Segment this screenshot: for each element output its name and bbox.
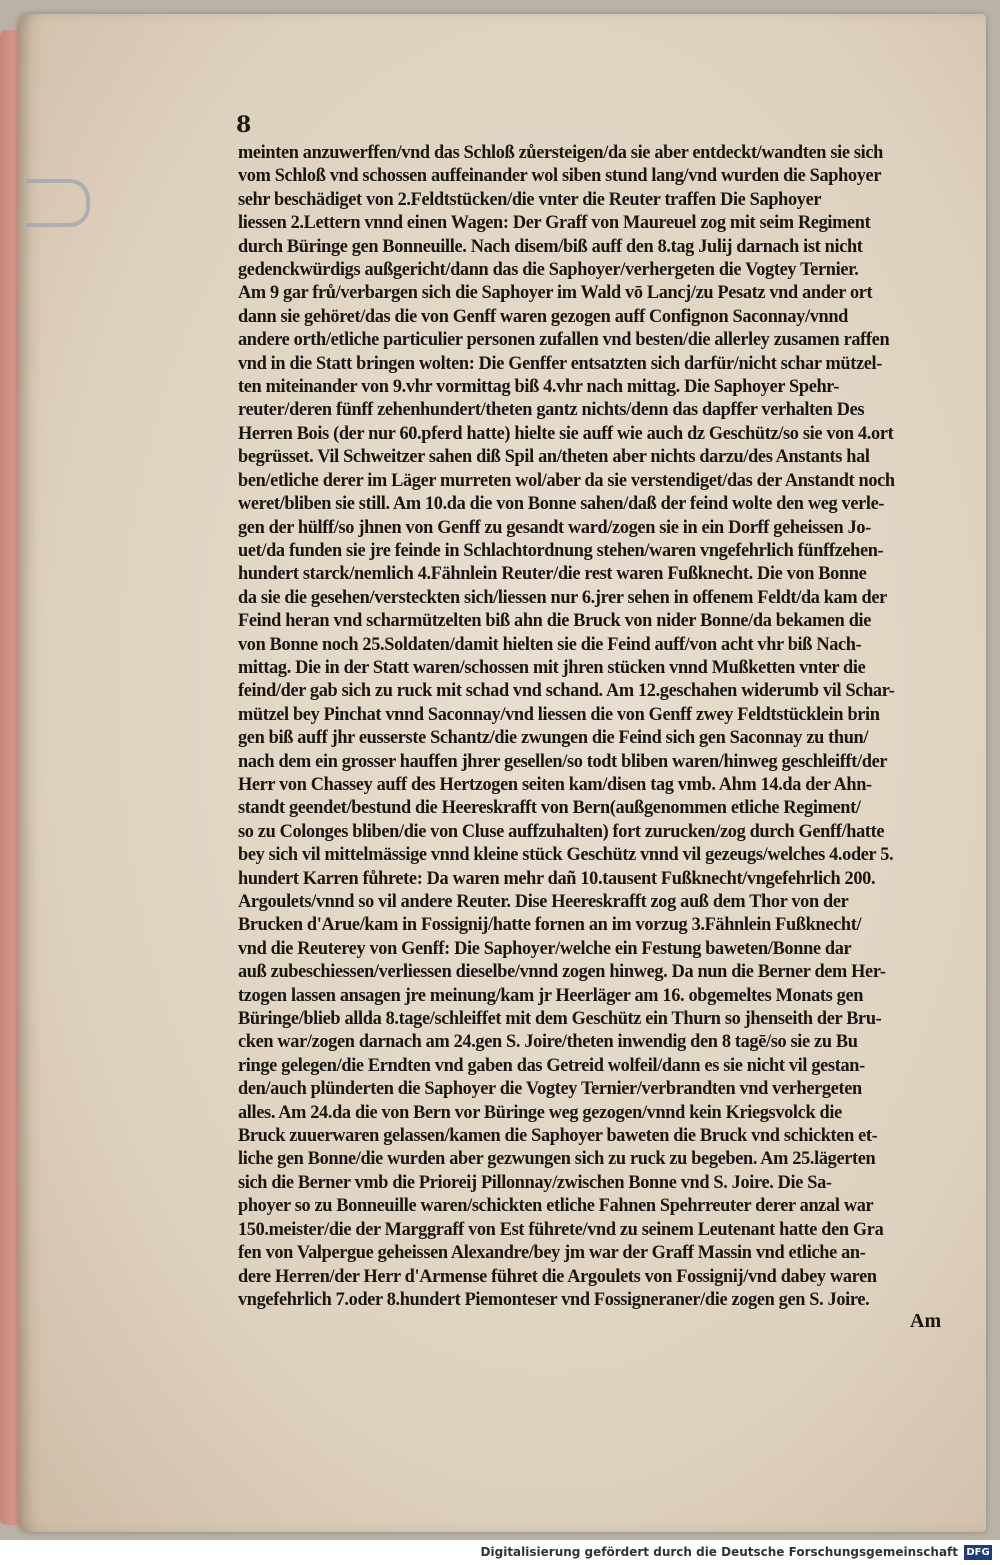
text-line: Argoulets/vnnd so vil andere Reuter. Dise Heereskrafft zog auß dem Thor von der <box>238 892 849 912</box>
text-line: gedenckwürdigs außgericht/dann das die Saphoyer/verhergeten die Vogtey Ternier. <box>238 260 859 281</box>
text-line: cken war/zogen darnach am 24.gen S. Joire/theten inwendig den 8 tagē/so sie zu Bu <box>238 1032 858 1053</box>
text-line: nach dem ein grosser hauffen jhrer gesellen/so todt bliben waren/hinweg geschleifft/der <box>238 751 888 772</box>
footer-bar <box>0 1540 1000 1565</box>
text-line: hundert starck/nemlich 4.Fähnlein Reuter/die rest waren Fußknecht. Die von Bonne <box>238 564 867 585</box>
funding-credit: Digitalisierung gefördert durch die Deutsche Forschungsgemeinschaft <box>480 1545 958 1559</box>
text-line: mützel bey Pinchat vnnd Saconnay/vnd liessen die von Genff zwey Feldtstücklein brin <box>238 704 880 725</box>
text-line: gen der hülff/so jhnen von Genff zu gesandt ward/zogen sie in ein Dorff geheissen Jo- <box>238 517 871 538</box>
text-line: sich die Berner vmb die Prioreij Pillonnay/zwischen Bonne vnd S. Joire. Die Sa- <box>238 1172 832 1193</box>
text-line: Herren Bois (der nur 60.pferd hatte) hielte sie auff wie auch dz Geschütz/so sie von 4.ort <box>238 423 894 444</box>
text-line: bey sich vil mittelmässige vnnd kleine stück Geschütz vnnd vil gezeugs/welches 4.oder 5. <box>238 845 894 866</box>
text-line: liche gen Bonne/die wurden aber gezwungen sich zu ruck zu begeben. Am 25.lägerten <box>238 1149 876 1170</box>
text-line: da sie die gesehen/versteckten sich/liessen nur 6.jrer sehen in offenem Feldt/da kam der <box>238 587 887 608</box>
text-line: so zu Colonges bliben/die von Cluse auffzuhalten) fort zurucken/zog durch Genff/hatte <box>238 821 885 842</box>
text-line: ringe gelegen/die Erndten vnd gaben das Getreid wolfeil/dann es sie nicht vil gestan- <box>238 1055 865 1076</box>
text-line: mittag. Die in der Statt waren/schossen mit jhren stücken vnnd Mußketten vnter die <box>238 657 866 678</box>
dfg-logo-icon: DFG <box>964 1545 992 1560</box>
text-line: ben/etliche derer im Läger murreten wol/aber da sie verstendiget/das der Anstandt noch <box>238 470 895 491</box>
text-line: durch Büringe gen Bonneuille. Nach disem/biß auff den 8.tag Julij darnach ist nicht <box>238 236 863 257</box>
text-line: sehr beschädiget von 2.Feldtstücken/die vnter die Reuter traffen Die Saphoyer <box>238 189 822 210</box>
text-line: Bruck zuuerwaren gelassen/kamen die Saphoyer baweten die Bruck vnd schickten et- <box>238 1126 878 1147</box>
text-line: vnd die Reuterey von Genff: Die Saphoyer/welche ein Festung baweten/Bonne dar <box>238 938 852 959</box>
text-line: meinten anzuwerffen/vnd das Schloß zůersteigen/da sie aber entdeckt/wandten sie sich <box>238 143 883 163</box>
paper-clip-icon <box>26 179 90 227</box>
catchword: Am <box>910 1310 942 1332</box>
text-line: Büringe/blieb allda 8.tage/schleiffet mit dem Geschütz ein Thurn so jhenseith der Bru- <box>238 1009 882 1030</box>
text-line: begrüsset. Vil Schweitzer sahen diß Spil an/theten aber nichts darzu/des Anstants hal <box>238 447 870 468</box>
text-line: den/auch plünderten die Saphoyer die Vogtey Ternier/verbrandten vnd verhergeten <box>238 1079 862 1100</box>
body-text <box>238 142 958 1312</box>
text-line: weret/bliben sie still. Am 10.da die von Bonne sahen/daß der feind wolte den weg verle- <box>238 494 885 515</box>
text-line: dere Herren/der Herr d'Armense führet die Argoulets von Fossignij/vnd dabey waren <box>238 1266 877 1287</box>
text-line: tzogen lassen ansagen jre meinung/kam jr Heerläger am 16. obgemeltes Monats gen <box>238 985 864 1006</box>
text-line: vngefehrlich 7.oder 8.hundert Piemonteser vnd Fossigneraner/die zogen gen S. Joire. <box>238 1289 870 1310</box>
text-line: Herr von Chassey auff des Hertzogen seiten kam/disen tag vmb. Ahm 14.da der Ahn- <box>238 774 872 795</box>
text-line: vom Schloß vnd schossen auffeinander wol siben stund lang/vnd wurden die Saphoyer <box>238 166 882 187</box>
text-line: Brucken d'Arue/kam in Fossignij/hatte fornen an im vorzug 3.Fähnlein Fußknecht/ <box>238 915 862 936</box>
text-line: dann sie gehöret/das die von Genff waren gezogen auff Confignon Saconnay/vnnd <box>238 306 849 327</box>
text-line: alles. Am 24.da die von Bern vor Büringe weg gezogen/vnnd kein Kriegsvolck die <box>238 1102 842 1123</box>
text-line: andere orth/etliche particulier personen zufallen vnd besten/die allerley zusamen raffen <box>238 330 890 351</box>
text-line: reuter/deren fünff zehenhundert/theten gantz nichts/denn das dapffer verhalten Des <box>238 400 865 421</box>
text-line: phoyer so zu Bonneuille waren/schickten etliche Fahnen Spehrreuter derer anzal war <box>238 1196 874 1217</box>
page-number: 8 <box>236 112 252 138</box>
text-line: gen biß auff jhr eusserste Schantz/die zwungen die Feind sich gen Saconnay zu thun/ <box>238 728 869 749</box>
text-line: von Bonne noch 25.Soldaten/damit hielten sie die Feind auff/von acht vhr biß Nach- <box>238 634 862 655</box>
text-line: fen von Valpergue geheissen Alexandre/bey jm war der Graff Massin vnd etliche an- <box>238 1243 866 1264</box>
text-line: auß zubeschiessen/verliessen dieselbe/vnnd zogen hinweg. Da nun die Berner dem Her- <box>238 962 886 983</box>
text-line: 150.meister/die der Marggraff von Est führete/vnd zu seinem Leutenant hatte den Gra <box>238 1219 884 1240</box>
text-line: feind/der gab sich zu ruck mit schad vnd schand. Am 12.geschahen widerumb vil Schar- <box>238 681 895 702</box>
text-line: Feind heran vnd scharmützelten biß ahn die Bruck von nider Bonne/da bekamen die <box>238 611 872 632</box>
text-line: uet/da funden sie jre feinde in Schlachtordnung stehen/waren vngefehrlich fünffzehen- <box>238 540 884 561</box>
text-line: ten miteinander von 9.vhr vormittag biß 4.vhr nach mittag. Die Saphoyer Spehr- <box>238 377 840 398</box>
text-line: hundert Karren fůhrete: Da waren mehr dañ 10.tausent Fußknecht/vngefehrlich 200. <box>238 868 876 889</box>
text-line: standt geendet/bestund die Heereskrafft von Bern(außgenommen etliche Regiment/ <box>238 798 861 819</box>
text-line: vnd in die Statt bringen wolten: Die Genffer entsatzten sich darfür/nicht schar mützel- <box>238 353 883 374</box>
text-line: liessen 2.Lettern vnnd einen Wagen: Der Graff von Maureuel zog mit seim Regiment <box>238 213 871 234</box>
text-line: Am 9 gar frů/verbargen sich die Saphoyer im Wald vō Lancj/zu Pesatz vnd ander ort <box>238 283 873 304</box>
